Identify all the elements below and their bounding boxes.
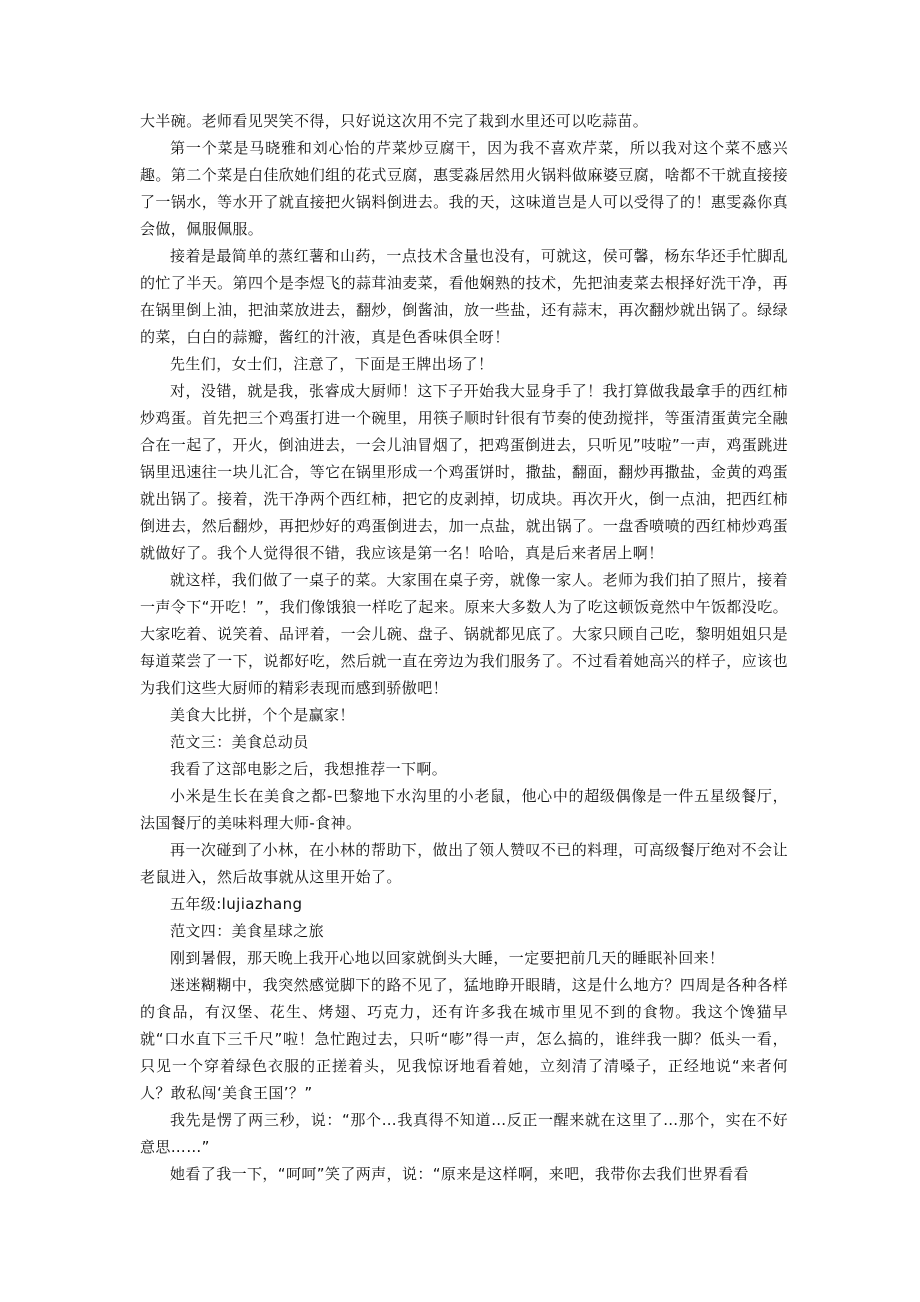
paragraph-apology: 我先是愣了两三秒，说：“那个…我真得不知道…反正一醒来就在这里了…那个，实在不好意思……”: [140, 1111, 788, 1156]
paragraph-feast: 就这样，我们做了一桌子的菜。大家围在桌子旁，就像一家人。老师为我们拍了照片，接着一声令下“开吃！”，我们像饿狼一样吃了起来。原来大多数人为了吃这顿饭竟然中午饭都没吃。大家吃着、说笑着、品评着，一会儿碗、盘子、锅就都见底了。大家只顾自己吃，黎明姐姐只是每道菜尝了一下，说都好吃，然后就一直在旁边为我们服务了。不过看着她高兴的样子，应该也为我们这些大厨师的精彩表现而感到骄傲吧！: [140, 571, 788, 697]
paragraph-ace-intro: 先生们，女士们，注意了，下面是王牌出场了！: [170, 355, 494, 373]
paragraph-linguini: 再一次碰到了小林，在小林的帮助下，做出了领人赞叹不已的料理，可高级餐厅绝对不会让老鼠进入，然后故事就从这里开始了。: [140, 841, 788, 886]
author-line: 五年级:lujiazhang: [170, 895, 303, 913]
paragraph-conclusion: 美食大比拼，个个是赢家！: [170, 706, 355, 724]
paragraph-fourth-dish: 接着是最简单的蒸红薯和山药，一点技术含量也没有，可就这，侯可馨，杨东华还手忙脚乱的忙了半天。第四个是李煜飞的蒜茸油麦菜，看他娴熟的技术，先把油麦菜去根择好洗干净，再在锅里倒上油，把油菜放进去，翻炒，倒酱油，放一些盐，还有蒜末，再次翻炒就出锅了。绿绿的菜，白白的蒜瓣，酱红的汁液，真是色香味俱全呀！: [140, 247, 788, 346]
section-heading-example-three: 范文三：美食总动员: [170, 733, 309, 751]
paragraph-recommend: 我看了这部电影之后，我想推荐一下啊。: [170, 760, 448, 778]
paragraph-invitation: 她看了我一下，“呵呵”笑了两声，说：“原来是这样啊，来吧，我带你去我们世界看看: [170, 1165, 749, 1183]
document-body: [140, 108, 788, 1188]
paragraph-summer: 刚到暑假，那天晚上我开心地以回家就倒头大睡，一定要把前几天的睡眠补回来！: [170, 949, 725, 967]
paragraph-continued: 大半碗。老师看见哭笑不得，只好说这次用不完了栽到水里还可以吃蒜苗。: [140, 112, 649, 130]
paragraph-tomato-egg: 对，没错，就是我，张睿成大厨师！这下子开始我大显身手了！我打算做我最拿手的西红柿炒鸡蛋。首先把三个鸡蛋打进一个碗里，用筷子顺时针很有节奏的使劲搅拌，等蛋清蛋黄完全融合在一起了，开火，倒油进去，一会儿油冒烟了，把鸡蛋倒进去，只听见”吱啦”一声，鸡蛋跳进锅里迅速往一块儿汇合，等它在锅里形成一个鸡蛋饼时，撒盐，翻面，翻炒再撒盐，金黄的鸡蛋就出锅了。接着，洗干净两个西红柿，把它的皮剥掉，切成块。再次开火，倒一点油，把西红柿倒进去，然后翻炒，再把炒好的鸡蛋倒进去，加一点盐，就出锅了。一盘香喷喷的西红柿炒鸡蛋就做好了。我个人觉得很不错，我应该是第一名！哈哈，真是后来者居上啊！: [140, 382, 788, 562]
paragraph-remy: 小米是生长在美食之都-巴黎地下水沟里的小老鼠，他心中的超级偶像是一件五星级餐厅，法国餐厅的美味料理大师-食神。: [140, 787, 788, 832]
paragraph-food-kingdom: 迷迷糊糊中，我突然感觉脚下的路不见了，猛地睁开眼睛，这是什么地方？四周是各种各样的食品，有汉堡、花生、烤翅、巧克力，还有许多我在城市里见不到的食物。我这个馋猫早就“口水直下三千尺”啦！急忙跑过去，只听“嘭”得一声，怎么搞的，谁绊我一脚？低头一看，只见一个穿着绿色衣服的正搓着头，见我惊讶地看着她，立刻清了清嗓子，正经地说“来者何人？敢私闯‘美食王国’？”: [140, 976, 788, 1102]
section-heading-example-four: 范文四：美食星球之旅: [170, 922, 325, 940]
paragraph-first-dish: 第一个菜是马晓雅和刘心怡的芹菜炒豆腐干，因为我不喜欢芹菜，所以我对这个菜不感兴趣。第二个菜是白佳欣她们组的花式豆腐，惠雯淼居然用火锅料做麻婆豆腐，啥都不干就直接接了一锅水，等水开了就直接把火锅料倒进去。我的天，这味道岂是人可以受得了的！惠雯淼你真会做，佩服佩服。: [140, 139, 788, 238]
